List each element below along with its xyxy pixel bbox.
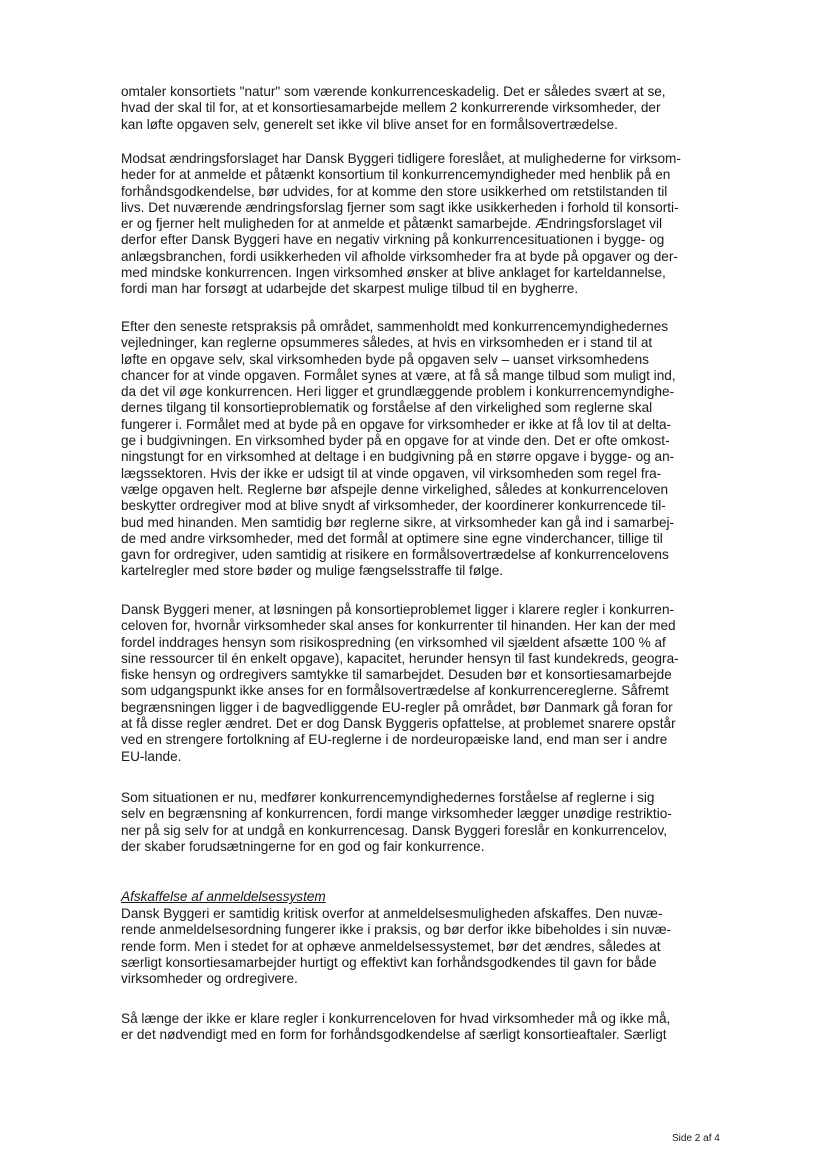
paragraph-1: omtaler konsortiets "natur" som værende konkurrenceskadelig. Det er således svært at se, hvad der skal til for, at et konsortiesamarbejde mellem 2 konkurrerende virksomheder, der kan løfte opgaven selv, generelt set ikke vil blive anset for en formålsovertrædelse.: [121, 84, 666, 132]
section-paragraph-1: Dansk Byggeri er samtidig kritisk overfor at anmeldelsesmuligheden afskaffes. Den nuvæ- rende anmeldelsesordning fungerer ikke i praksis, og bør derfor ikke bibeholdes i sin nuvæ- rende form. Men i stedet for at ophæve anmeldelsessystemet, bør det ændres, således at særligt konsortiesamarbejder hurtigt og effektivt kan forhåndsgodkendes til gavn for både virksomheder og ordregivere.: [121, 906, 672, 987]
paragraph-4: Dansk Byggeri mener, at løsningen på konsortieproblemet ligger i klarere regler i konkurren- celoven for, hvornår virksomheder skal anses for konkurrenter til hinanden. Her kan der med fordel inddrages hensyn som risikospredning (en virksomhed vil sjældent afsætte 100 % af sine ressourcer til én enkelt opgave), kapacitet, herunder hensyn til fast kundekreds, geogra- fiske hensyn og ordregivers samtykke til samarbejdet. Desuden bør et konsortiesamarbejde som udgangspunkt ikke anses for en formålsovertrædelse af konkurrencereglerne. Såfremt begrænsningen ligger i de bagvedliggende EU-regler på området, bør Danmark gå foran for at få disse regler ændret. Det er dog Dansk Byggeris opfattelse, at problemet snarere opstår ved en strengere fortolkning af EU-reglerne i de nordeuropæiske land, end man ser i andre EU-lande.: [121, 602, 679, 764]
paragraph-5: Som situationen er nu, medfører konkurrencemyndighedernes forståelse af reglerne i sig selv en begrænsning af konkurrencen, fordi mange virksomheder lægger unødige restriktio- ner på sig selv for at undgå en konkurrencesag. Dansk Byggeri foreslår en konkurrencelov, der skaber forudsætningerne for en god og fair konkurrence.: [121, 790, 672, 854]
paragraph-2: Modsat ændringsforslaget har Dansk Byggeri tidligere foreslået, at mulighederne for virksom- heder for at anmelde et påtænkt konsortium til konkurrencemyndigheder med henblik på en forhåndsgodkendelse, bør udvides, for at komme den store usikkerhed om retstilstanden til livs. Det nuværende ændringsforslag fjerner som sagt ikke usikkerheden i forhold til konsorti- er og fjerner helt muligheden for at anmelde et påtænkt samarbejde. Ændringsforslaget vil derfor efter Dansk Byggeri have en negativ virkning på konkurrencesituationen i bygge- og anlægsbranchen, fordi usikkerheden vil afholde virksomheder fra at byde på opgaver og der- med mindske konkurrencen. Ingen virksomhed ønsker at blive anklaget for karteldannelse, fordi man har forsøgt at udarbejde det skarpest mulige tilbud til en bygherre.: [121, 151, 681, 297]
page-number: Side 2 af 4: [672, 1133, 720, 1144]
section-paragraph-2: Så længe der ikke er klare regler i konkurrenceloven for hvad virksomheder må og ikke må, er det nødvendigt med en form for forhåndsgodkendelse af særligt konsortieaftaler. Særligt: [121, 1011, 671, 1043]
section-heading: Afskaffelse af anmeldelsessystem: [121, 889, 326, 904]
paragraph-3: Efter den seneste retspraksis på området, sammenholdt med konkurrencemyndighedernes vejledninger, kan reglerne opsummeres således, at hvis en virksomheden er i stand til at løfte en opgave selv, skal virksomheden byde på opgaven selv – uanset virksomhedens chancer for at vinde opgaven. Formålet synes at være, at få så mange tilbud som muligt ind, da det vil øge konkurrencen. Heri ligger et grundlæggende problem i konkurrencemyndighe- dernes tilgang til konsortieproblematik og forståelse af den virkelighed som reglerne skal fungerer i. Formålet med at byde på en opgave for virksomheder er ikke at få lov til at delta- ge i budgivningen. En virksomhed byder på en opgave for at vinde den. Det er ofte omkost- ningstungt for en virksomhed at deltage i en budgivning på en større opgave i bygge- og an- lægssektoren. Hvis der ikke er udsigt til at vinde opgaven, vil virksomheden som regel fra- vælge opgaven helt. Reglerne bør afspejle denne virkelighed, således at konkurrenceloven beskytter ordregiver mod at blive snydt af virksomheder, der koordinerer konkurrencede til- bud med hinanden. Men samtidig bør reglerne sikre, at virksomheder kan gå ind i samarbej- de med andre virksomheder, med det formål at optimere sine egne vinderchancer, tillige til gavn for ordregiver, uden samtidig at risikere en formålsovertrædelse af konkurrencelovens kartelregler med store bøder og mulige fængselsstraffe til følge.: [121, 319, 676, 579]
